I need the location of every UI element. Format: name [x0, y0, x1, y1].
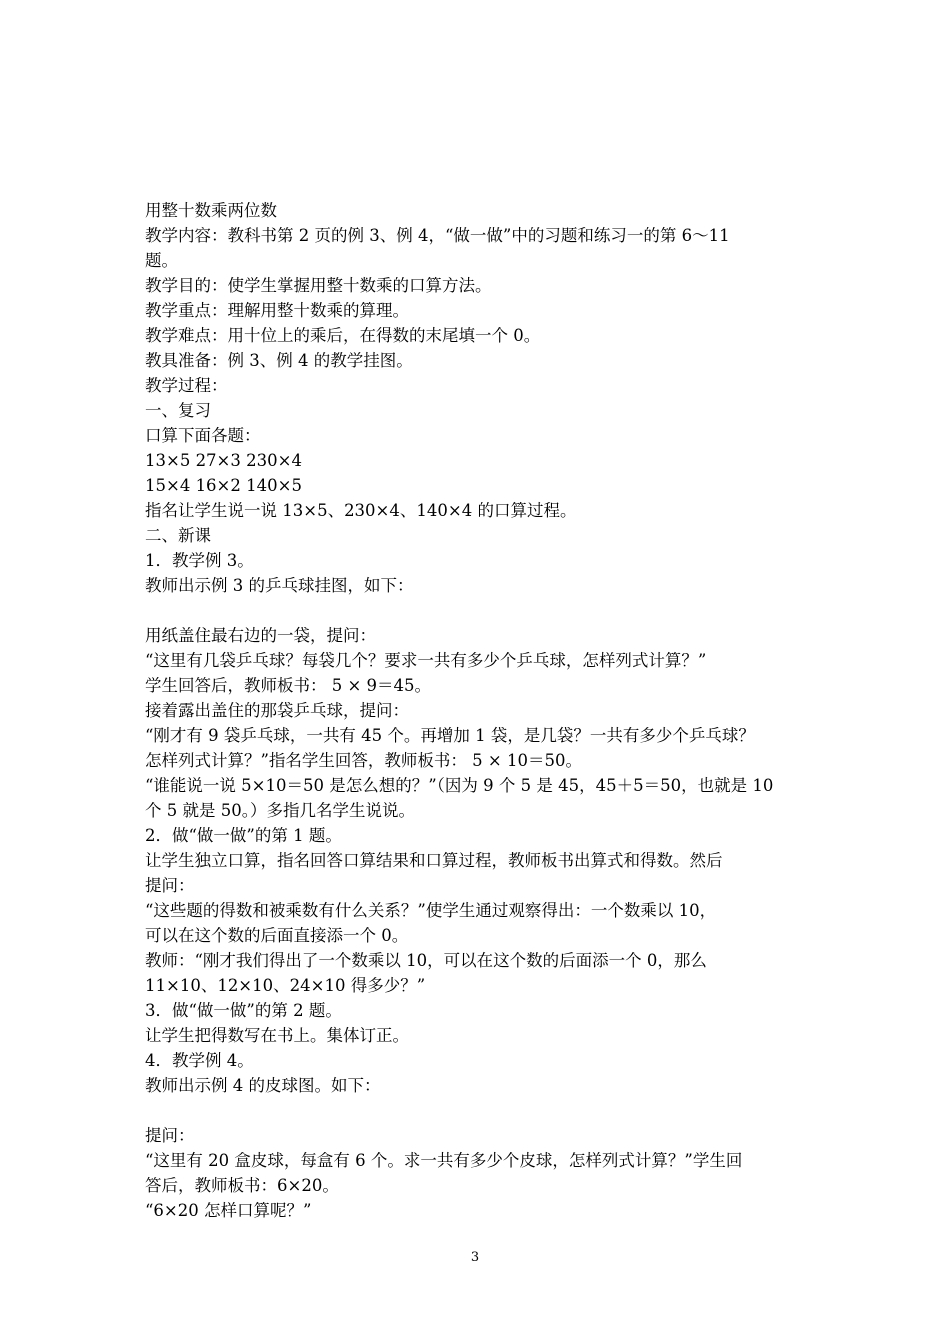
- text-line: 口算下面各题：: [145, 426, 261, 445]
- text-line: “6×20 怎样口算呢？”: [145, 1201, 312, 1220]
- text-line: 让学生把得数写在书上。集体订正。: [145, 1026, 409, 1045]
- text-line: [145, 1098, 810, 1123]
- text-line: 个 5 就是 50。）多指几名学生说说。: [145, 801, 415, 820]
- text-line: 教学内容：教科书第 2 页的例 3、例 4，“做一做”中的习题和练习一的第 6～11: [145, 226, 730, 245]
- text-line: 教学重点：理解用整十数乘的算理。: [145, 301, 409, 320]
- text-line: 13×5 27×3 230×4: [145, 451, 302, 470]
- document-body: [145, 198, 810, 1223]
- text-line: 11×10、12×10、24×10 得多少？”: [145, 976, 426, 995]
- text-line: 教师出示例 4 的皮球图。如下：: [145, 1076, 381, 1095]
- text-line: “这里有几袋乒乓球？每袋几个？要求一共有多少个乒乓球，怎样列式计算？”: [145, 651, 707, 670]
- text-line: 可以在这个数的后面直接添一个 0。: [145, 926, 409, 945]
- text-line: “刚才有 9 袋乒乓球，一共有 45 个。再增加 1 袋，是几袋？一共有多少个乒乓球？: [145, 726, 755, 745]
- text-line: [145, 598, 810, 623]
- text-line: 3．做“做一做”的第 2 题。: [145, 1001, 342, 1020]
- text-line: 怎样列式计算？”指名学生回答，教师板书： 5 × 10＝50。: [145, 751, 582, 770]
- text-line: 学生回答后，教师板书： 5 × 9＝45。: [145, 676, 432, 695]
- page-number: 3: [470, 1250, 480, 1265]
- text-line: 教师出示例 3 的乒乓球挂图，如下：: [145, 576, 414, 595]
- text-line: 用纸盖住最右边的一袋，提问：: [145, 626, 376, 645]
- text-line: 教学过程：: [145, 376, 228, 395]
- text-line: 教具准备：例 3、例 4 的教学挂图。: [145, 351, 413, 370]
- text-line: 2．做“做一做”的第 1 题。: [145, 826, 342, 845]
- text-line: 接着露出盖住的那袋乒乓球，提问：: [145, 701, 409, 720]
- text-line: 一、复习: [145, 401, 211, 420]
- text-line: 让学生独立口算，指名回答口算结果和口算过程，教师板书出算式和得数。然后: [145, 851, 723, 870]
- text-line: 指名让学生说一说 13×5、230×4、140×4 的口算过程。: [145, 501, 577, 520]
- text-line: 提问：: [145, 876, 195, 895]
- text-line: “这些题的得数和被乘数有什么关系？”使学生通过观察得出：一个数乘以 10，: [145, 901, 717, 920]
- text-line: 15×4 16×2 140×5: [145, 476, 302, 495]
- text-line: 答后，教师板书：6×20。: [145, 1176, 339, 1195]
- text-line: 题。: [145, 251, 178, 270]
- text-line: 二、新课: [145, 526, 211, 545]
- text-line: 1．教学例 3。: [145, 551, 254, 570]
- document-title: 用整十数乘两位数: [145, 201, 277, 220]
- text-line: “谁能说一说 5×10＝50 是怎么想的？”（因为 9 个 5 是 45，45＋5＝50，也就是 10: [145, 776, 774, 795]
- text-line: 教师：“刚才我们得出了一个数乘以 10，可以在这个数的后面添一个 0，那么: [145, 951, 707, 970]
- text-line: 4．教学例 4。: [145, 1051, 254, 1070]
- text-line: “这里有 20 盒皮球，每盒有 6 个。求一共有多少个皮球，怎样列式计算？”学生回: [145, 1151, 743, 1170]
- text-line: 教学目的：使学生掌握用整十数乘的口算方法。: [145, 276, 492, 295]
- text-line: 提问：: [145, 1126, 195, 1145]
- text-line: 教学难点：用十位上的乘后，在得数的末尾填一个 0。: [145, 326, 541, 345]
